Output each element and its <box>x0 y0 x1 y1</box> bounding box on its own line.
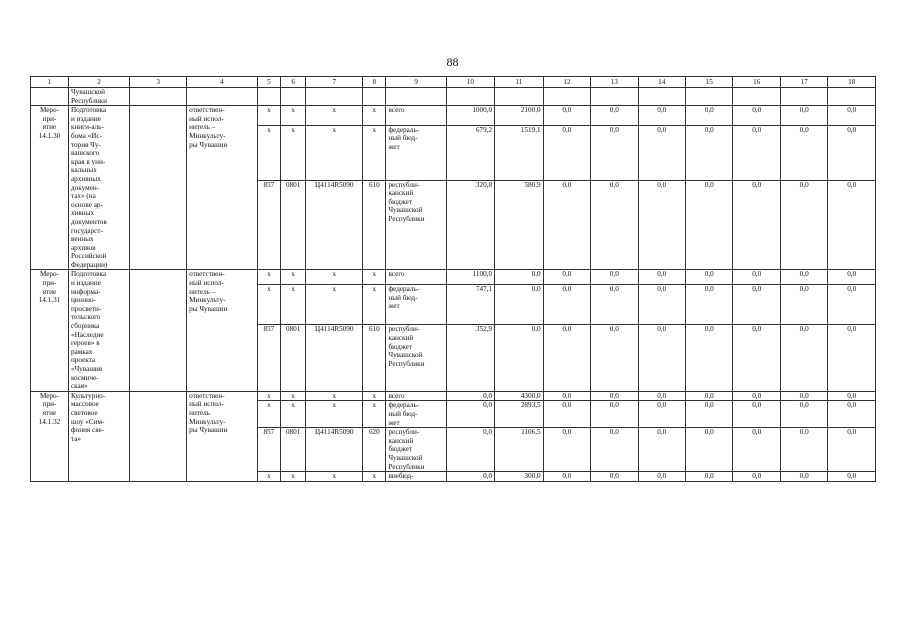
column-header-2: 2 <box>68 77 129 88</box>
event-executor: ответствен- ный испол- нитель – Минкульту- ры Чувашии <box>187 106 258 270</box>
amount-cell: 747,1 <box>446 284 495 324</box>
budget-code-section: х <box>280 391 305 401</box>
budget-code-type: х <box>363 284 386 324</box>
amount-cell: 0,0 <box>543 180 590 270</box>
table-row <box>31 106 876 126</box>
event-label: Меро- при- ятие 14.1.30 <box>31 106 69 270</box>
budget-code-target: х <box>306 401 363 428</box>
funding-source: всего <box>386 391 446 401</box>
table-row <box>31 270 876 284</box>
budget-code-type: 610 <box>363 180 386 270</box>
budget-code-type: х <box>363 125 386 180</box>
column-header-12: 12 <box>543 77 590 88</box>
amount-cell: 0,0 <box>733 125 780 180</box>
amount-cell: 0,0 <box>446 428 495 472</box>
amount-cell: 0,0 <box>686 391 733 401</box>
budget-code-target: х <box>306 284 363 324</box>
amount-cell: 0,0 <box>733 401 780 428</box>
budget-code-section: х <box>280 125 305 180</box>
budget-code-type: х <box>363 270 386 284</box>
amount-cell: 0,0 <box>591 325 638 391</box>
event-executor: ответствен- ный испол- нитель Минкульту- ры Чувашии <box>187 391 258 481</box>
amount-cell: 0,0 <box>780 125 827 180</box>
budget-code-section: х <box>280 472 305 482</box>
budget-code-grbs: х <box>257 270 280 284</box>
budget-code-target: х <box>306 472 363 482</box>
amount-cell: 0,0 <box>686 325 733 391</box>
budget-code-type: 620 <box>363 428 386 472</box>
amount-cell: 1000,0 <box>446 106 495 126</box>
column-header-10: 10 <box>446 77 495 88</box>
amount-cell: 0,0 <box>495 270 544 284</box>
amount-cell: 0,0 <box>591 180 638 270</box>
continuation-cell-4 <box>187 88 258 106</box>
amount-cell: 0,0 <box>591 270 638 284</box>
amount-cell: 0,0 <box>591 106 638 126</box>
amount-cell: 0,0 <box>733 106 780 126</box>
amount-cell: 2893,5 <box>495 401 544 428</box>
budget-code-target: Ц4114R5090 <box>306 428 363 472</box>
continuation-cell-5 <box>257 88 280 106</box>
amount-cell: 0,0 <box>543 284 590 324</box>
budget-code-target: Ц4114R5090 <box>306 325 363 391</box>
event-name: Подготовка и издание информа- ционно- просвети- тельского сборника «Наследие героев» в рамках проекта «Чувашия космиче- ская» <box>68 270 129 391</box>
amount-cell: 0,0 <box>543 325 590 391</box>
amount-cell: 0,0 <box>828 270 876 284</box>
amount-cell: 0,0 <box>591 391 638 401</box>
column-header-15: 15 <box>686 77 733 88</box>
amount-cell: 0,0 <box>686 428 733 472</box>
amount-cell: 0,0 <box>638 284 685 324</box>
amount-cell: 0,0 <box>780 270 827 284</box>
amount-cell: 0,0 <box>733 472 780 482</box>
amount-cell: 0,0 <box>638 472 685 482</box>
amount-cell: 300,0 <box>495 472 544 482</box>
column-header-4: 4 <box>187 77 258 88</box>
continuation-cell-8 <box>363 88 386 106</box>
budget-code-section: 0801 <box>280 180 305 270</box>
column-header-18: 18 <box>828 77 876 88</box>
header-row <box>31 77 876 88</box>
amount-cell: 679,2 <box>446 125 495 180</box>
amount-cell: 0,0 <box>733 391 780 401</box>
budget-code-grbs: 857 <box>257 180 280 270</box>
event-name: Подготовка и издание книги-аль- бома «Ис- тория Чу- вашского края в уни- кальных архивных докумен- тах» (на основе ар- хивных документов государст- венных архивов Российской Федерации) <box>68 106 129 270</box>
continuation-cell-12 <box>543 88 590 106</box>
amount-cell: 0,0 <box>733 325 780 391</box>
table-row <box>31 391 876 401</box>
continuation-cell-17 <box>780 88 827 106</box>
amount-cell: 0,0 <box>780 472 827 482</box>
amount-cell: 1100,0 <box>446 270 495 284</box>
continuation-cell-11 <box>495 88 544 106</box>
amount-cell: 0,0 <box>828 472 876 482</box>
budget-code-grbs: х <box>257 106 280 126</box>
budget-code-section: 0801 <box>280 428 305 472</box>
event-label: Меро- при- ятие 14.1.31 <box>31 270 69 391</box>
amount-cell: 0,0 <box>638 106 685 126</box>
amount-cell: 0,0 <box>638 428 685 472</box>
budget-code-grbs: х <box>257 472 280 482</box>
funding-source: федераль- ный бюд- жет <box>386 125 446 180</box>
amount-cell: 0,0 <box>543 428 590 472</box>
event-empty-cell <box>130 270 187 391</box>
amount-cell: 0,0 <box>828 106 876 126</box>
column-header-8: 8 <box>363 77 386 88</box>
amount-cell: 0,0 <box>780 284 827 324</box>
amount-cell: 0,0 <box>828 401 876 428</box>
budget-code-grbs: 857 <box>257 325 280 391</box>
amount-cell: 0,0 <box>495 325 544 391</box>
continuation-text: Чувашской Республики <box>68 88 129 106</box>
amount-cell: 0,0 <box>828 428 876 472</box>
amount-cell: 0,0 <box>446 472 495 482</box>
budget-code-target: х <box>306 391 363 401</box>
amount-cell: 0,0 <box>638 325 685 391</box>
amount-cell: 0,0 <box>446 401 495 428</box>
continuation-cell-3 <box>130 88 187 106</box>
column-header-6: 6 <box>280 77 305 88</box>
amount-cell: 0,0 <box>828 180 876 270</box>
funding-source: внебюд- <box>386 472 446 482</box>
amount-cell: 0,0 <box>686 401 733 428</box>
funding-source: федераль- ный бюд- жет <box>386 401 446 428</box>
amount-cell: 0,0 <box>591 284 638 324</box>
continuation-cell-6 <box>280 88 305 106</box>
amount-cell: 0,0 <box>828 325 876 391</box>
amount-cell: 0,0 <box>591 472 638 482</box>
continuation-cell-1 <box>31 88 69 106</box>
amount-cell: 0,0 <box>686 270 733 284</box>
amount-cell: 0,0 <box>780 428 827 472</box>
amount-cell: 0,0 <box>591 428 638 472</box>
amount-cell: 0,0 <box>828 391 876 401</box>
budget-code-grbs: 857 <box>257 428 280 472</box>
budget-table <box>30 76 876 482</box>
amount-cell: 0,0 <box>686 106 733 126</box>
amount-cell: 0,0 <box>638 125 685 180</box>
continuation-cell-14 <box>638 88 685 106</box>
amount-cell: 0,0 <box>780 325 827 391</box>
amount-cell: 0,0 <box>733 180 780 270</box>
column-header-9: 9 <box>386 77 446 88</box>
funding-source: республи- канский бюджет Чувашской Республики <box>386 428 446 472</box>
funding-source: всего <box>386 270 446 284</box>
amount-cell: 1519,1 <box>495 125 544 180</box>
amount-cell: 0,0 <box>686 125 733 180</box>
amount-cell: 0,0 <box>686 284 733 324</box>
amount-cell: 1106,5 <box>495 428 544 472</box>
amount-cell: 0,0 <box>543 106 590 126</box>
amount-cell: 0,0 <box>543 270 590 284</box>
continuation-cell-7 <box>306 88 363 106</box>
amount-cell: 0,0 <box>780 391 827 401</box>
amount-cell: 0,0 <box>638 391 685 401</box>
amount-cell: 0,0 <box>780 401 827 428</box>
amount-cell: 0,0 <box>686 180 733 270</box>
continuation-cell-15 <box>686 88 733 106</box>
amount-cell: 0,0 <box>543 125 590 180</box>
column-header-17: 17 <box>780 77 827 88</box>
amount-cell: 0,0 <box>638 401 685 428</box>
continuation-cell-10 <box>446 88 495 106</box>
column-header-11: 11 <box>495 77 544 88</box>
amount-cell: 0,0 <box>638 270 685 284</box>
amount-cell: 0,0 <box>591 125 638 180</box>
column-header-16: 16 <box>733 77 780 88</box>
amount-cell: 0,0 <box>543 472 590 482</box>
column-header-7: 7 <box>306 77 363 88</box>
budget-code-target: х <box>306 106 363 126</box>
column-header-5: 5 <box>257 77 280 88</box>
budget-code-type: 610 <box>363 325 386 391</box>
amount-cell: 580,9 <box>495 180 544 270</box>
budget-code-grbs: х <box>257 284 280 324</box>
event-label: Меро- при- ятие 14.1.32 <box>31 391 69 481</box>
amount-cell: 0,0 <box>543 391 590 401</box>
budget-code-target: х <box>306 125 363 180</box>
amount-cell: 0,0 <box>828 125 876 180</box>
budget-code-type: х <box>363 472 386 482</box>
budget-code-grbs: х <box>257 391 280 401</box>
event-empty-cell <box>130 391 187 481</box>
amount-cell: 0,0 <box>733 428 780 472</box>
amount-cell: 0,0 <box>446 391 495 401</box>
continuation-row <box>31 88 876 106</box>
budget-code-section: х <box>280 106 305 126</box>
column-header-3: 3 <box>130 77 187 88</box>
budget-code-type: х <box>363 106 386 126</box>
budget-code-target: Ц4114R5090 <box>306 180 363 270</box>
funding-source: республи- канский бюджет Чувашской Республики <box>386 325 446 391</box>
amount-cell: 0,0 <box>638 180 685 270</box>
budget-code-section: 0801 <box>280 325 305 391</box>
budget-code-grbs: х <box>257 125 280 180</box>
column-header-1: 1 <box>31 77 69 88</box>
amount-cell: 352,9 <box>446 325 495 391</box>
amount-cell: 0,0 <box>733 270 780 284</box>
amount-cell: 0,0 <box>780 180 827 270</box>
amount-cell: 0,0 <box>828 284 876 324</box>
budget-code-section: х <box>280 284 305 324</box>
continuation-cell-9 <box>386 88 446 106</box>
continuation-cell-13 <box>591 88 638 106</box>
budget-code-type: х <box>363 401 386 428</box>
continuation-cell-16 <box>733 88 780 106</box>
funding-source: всего <box>386 106 446 126</box>
amount-cell: 0,0 <box>686 472 733 482</box>
column-header-13: 13 <box>591 77 638 88</box>
amount-cell: 0,0 <box>780 106 827 126</box>
budget-code-section: х <box>280 401 305 428</box>
funding-source: федераль- ный бюд- жет <box>386 284 446 324</box>
column-header-14: 14 <box>638 77 685 88</box>
continuation-cell-18 <box>828 88 876 106</box>
amount-cell: 0,0 <box>733 284 780 324</box>
page-number: 88 <box>446 55 459 69</box>
event-empty-cell <box>130 106 187 270</box>
amount-cell: 0,0 <box>495 284 544 324</box>
amount-cell: 4300,0 <box>495 391 544 401</box>
amount-cell: 320,8 <box>446 180 495 270</box>
amount-cell: 2100,0 <box>495 106 544 126</box>
event-name: Культурно- массовое световое шоу «Сим- фония све- та» <box>68 391 129 481</box>
budget-code-grbs: х <box>257 401 280 428</box>
amount-cell: 0,0 <box>543 401 590 428</box>
budget-code-type: х <box>363 391 386 401</box>
budget-code-target: х <box>306 270 363 284</box>
budget-code-section: х <box>280 270 305 284</box>
funding-source: республи- канский бюджет Чувашской Республики <box>386 180 446 270</box>
amount-cell: 0,0 <box>591 401 638 428</box>
event-executor: ответствен- ный испол- нитель – Минкульту- ры Чувашии <box>187 270 258 391</box>
